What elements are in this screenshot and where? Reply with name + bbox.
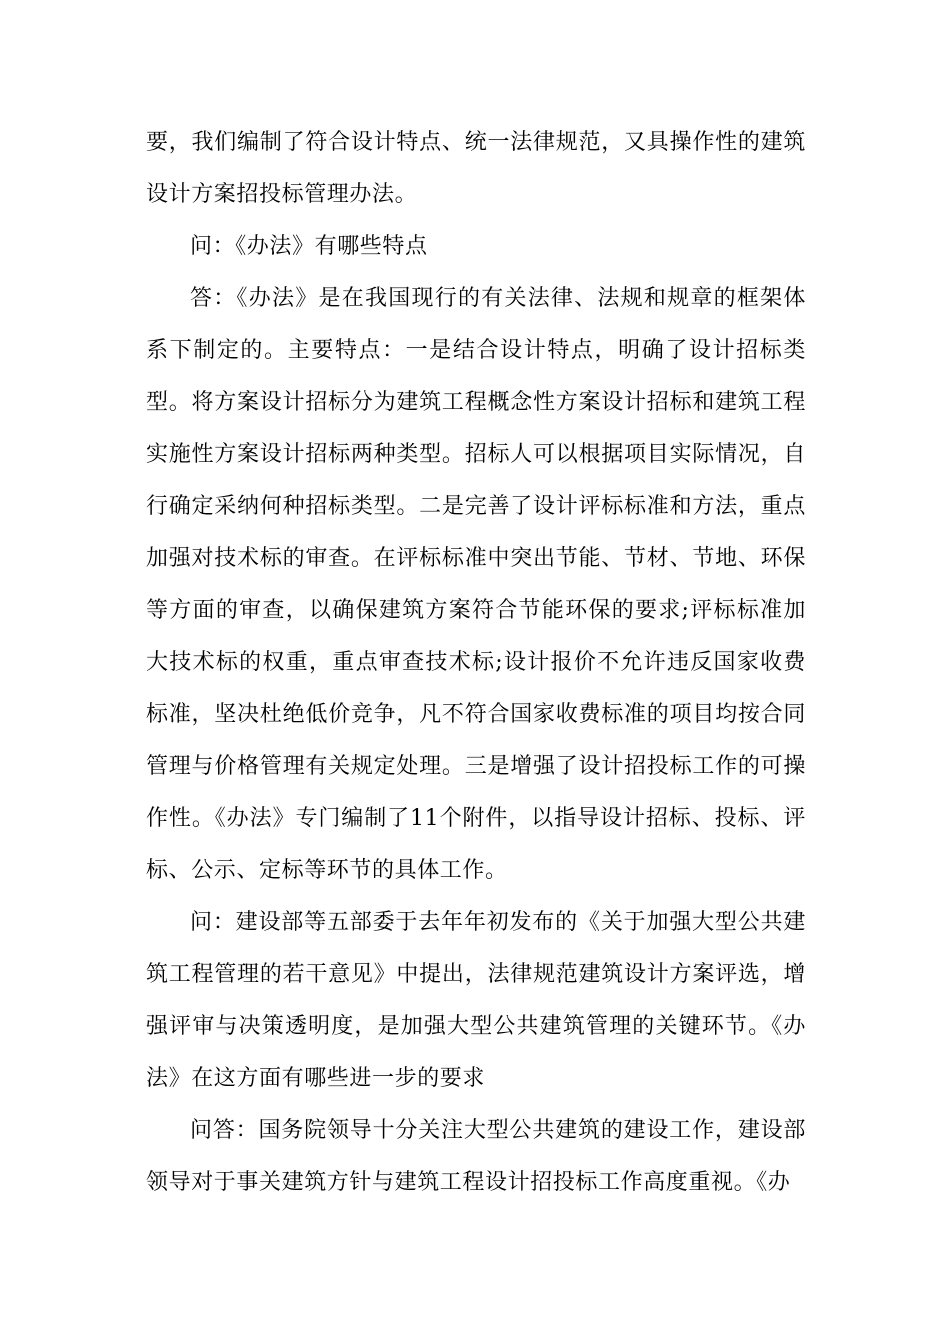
paragraph-question-features: 问：《办法》有哪些特点 [190, 234, 428, 259]
paragraph-question-requirements: 问：建设部等五部委于去年年初发布的《关于加强大型公共建筑工程管理的若干意见》中提出，法律规范建筑设计方案评选，增强评审与决策透明度，是加强大型公共建筑管理的关键环节。《办法》在这方面有哪些进一步的要求 [146, 910, 806, 1091]
paragraph-answer-requirements: 问答：国务院领导十分关注大型公共建筑的建设工作，建设部领导对于事关建筑方针与建筑工程设计招投标工作高度重视。《办 [146, 1118, 806, 1195]
document-body [146, 117, 806, 1209]
paragraph-intro-continuation: 要，我们编制了符合设计特点、统一法律规范，又具操作性的建筑设计方案招投标管理办法。 [146, 130, 806, 207]
paragraph-answer-features: 答：《办法》是在我国现行的有关法律、法规和规章的框架体系下制定的。主要特点：一是结合设计特点，明确了设计招标类型。将方案设计招标分为建筑工程概念性方案设计招标和建筑工程实施性方案设计招标两种类型。招标人可以根据项目实际情况，自行确定采纳何种招标类型。二是完善了设计评标标准和方法，重点加强对技术标的审查。在评标标准中突出节能、节材、节地、环保等方面的审查，以确保建筑方案符合节能环保的要求;评标标准加大技术标的权重，重点审查技术标;设计报价不允许违反国家收费标准，坚决杜绝低价竞争，凡不符合国家收费标准的项目均按合同管理与价格管理有关规定处理。三是增强了设计招投标工作的可操作性。《办法》专门编制了11个附件，以指导设计招标、投标、评标、公示、定标等环节的具体工作。 [146, 286, 806, 883]
